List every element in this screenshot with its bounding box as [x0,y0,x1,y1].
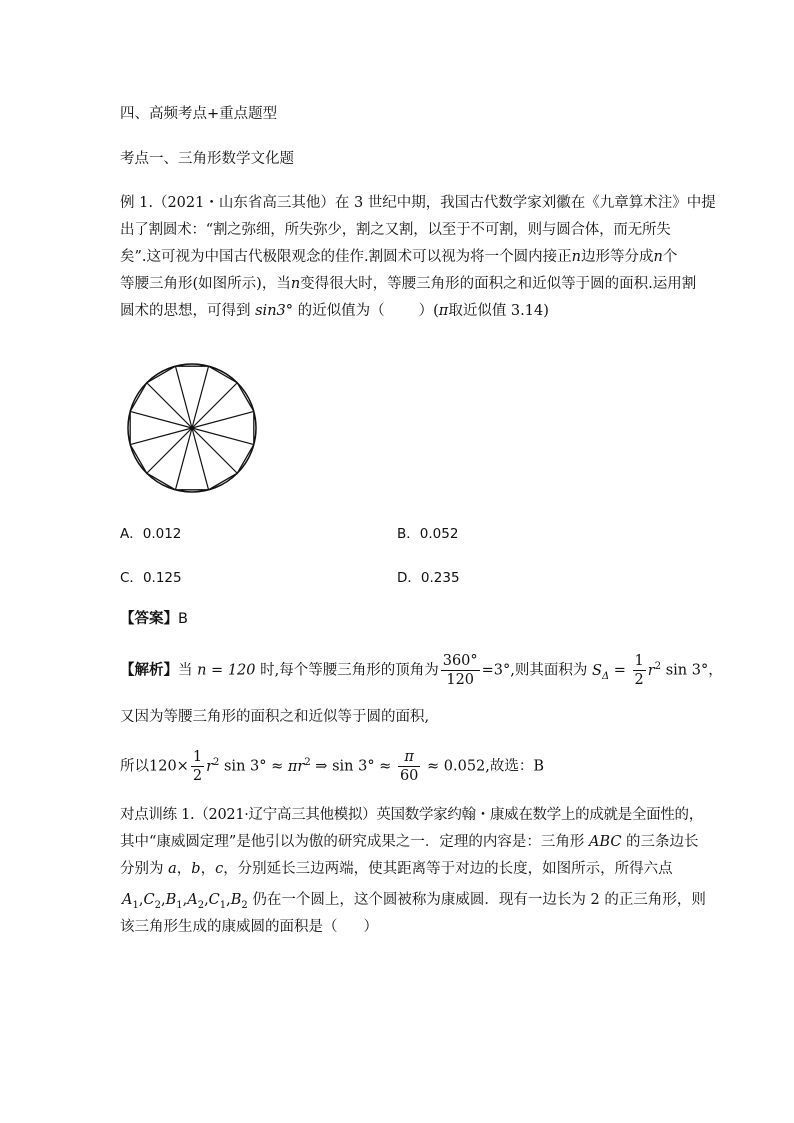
practice-text-4b: 仍在一个圆上，这个圆被称为康威圆．现有一边长为 2 的正三角形，则 [252,892,706,908]
practice-text-5-end: ） [363,919,378,935]
example-text-3c: 个 [662,249,678,265]
fraction-half [633,652,646,689]
r-squared-2: $r^2$ [206,756,220,775]
sin-3-text: sin 3°， [661,662,723,679]
practice-line-4 [120,887,706,914]
equals-sign: = [609,662,631,679]
spoke-line-6 [192,428,209,490]
fraction-half-2-den: 2 [192,768,203,784]
r-squared: $r^2$ [647,660,662,679]
choice-c-letter: C． [120,570,143,586]
fraction-360-den: 120 [446,672,475,688]
analysis-t1: 当 [178,662,193,679]
spoke-line-12 [175,366,192,428]
choice-b [397,522,458,542]
n-equation: n = 120 [197,662,256,679]
spoke-line-8 [147,428,192,473]
fraction-pi-60 [398,748,420,785]
fraction-360-num: 360° [442,653,478,669]
fraction-half-num: 1 [634,653,644,669]
example-line-2: 出了割圆术：“割之弥细，所失弥少，割之又割，以至于不可割，则与圆合体，而无所失 [120,222,671,238]
pi-r-squared: $\pi r^2$ [287,756,311,775]
choice-c [120,566,182,586]
example-source: （2021・山东省高三其他） [152,195,335,211]
analysis-l3-b: sin 3° ≈ [219,758,288,775]
analysis-t3: =3°,则其面积为 [481,662,588,679]
six-points: $A_1,C_2,B_1,A_2,C_1,B_2$ [122,892,248,911]
analysis-l3-120: 120× [149,758,189,775]
example-text-5a: 圆术的思想，可得到 [120,303,251,319]
fraction-pi-den: 60 [399,768,419,784]
example-text-5d: 取近似值 3.14) [448,303,549,319]
practice-text-2a: 其中“康威圆定理”是他引以为傲的研究成果之一．定理的内容是：三角形 [120,834,585,850]
practice-line-2 [120,829,699,856]
practice-text-2b: 的三条边长 [626,834,699,850]
var-n-2: n [653,249,663,265]
fraction-360-120 [441,652,480,689]
example-text-1: 在 3 世纪中期，我国古代数学家刘徽在《九章算术注》中提 [334,195,716,211]
practice-line-5 [120,914,680,941]
choice-a [120,522,181,542]
analysis-label: 【解析】 [120,661,178,679]
side-a: a [168,861,177,877]
practice-problem [120,802,706,941]
spoke-line-7 [175,428,192,490]
example-text-4b: 变得很大时，等腰三角形的面积之和近似等于圆的面积.运用割 [300,276,697,292]
sin3-expression: sin3° [255,303,294,319]
sep-1: ， [176,861,192,877]
practice-text-3b: ，分别延长三边两端，使其距离等于对边的长度，如图所示，所得六点 [223,861,673,877]
practice-text-5: 该三角形生成的康威圆的面积是（ [120,919,338,935]
analysis-line-1 [120,652,723,689]
choice-d-letter: D． [397,570,421,586]
fraction-half-2-num: 1 [192,749,203,765]
practice-line-1: 对点训练 1.（2021·辽宁高三其他模拟）英国数学家约翰・康威在数学上的成就是全面性的， [120,807,703,823]
choice-a-value: 0.012 [142,526,182,542]
spoke-line-5 [192,428,237,473]
example-problem [120,190,716,325]
analysis-line-3 [120,748,544,785]
analysis-l3-e: ,故选：B [485,758,545,775]
var-n-1: n [571,249,581,265]
side-b: b [191,861,201,877]
example-label: 例 1. [120,195,153,211]
analysis-t2: 时,每个等腰三角形的顶角为 [260,662,439,679]
spoke-line-2 [192,383,237,428]
choice-c-value: 0.125 [142,570,182,586]
spoke-line-1 [192,366,209,428]
choice-a-letter: A． [120,526,143,542]
sep-2: ， [200,861,216,877]
spoke-line-11 [147,383,192,428]
pi-symbol: π [438,303,449,319]
analysis-l3-a: 所以 [120,758,149,775]
example-text-3a: 矣”.这可视为中国古代极限观念的佳作.割圆术可以视为将一个圆内接正 [120,249,572,265]
answer-value: B [178,611,188,627]
example-text-5b: 的近似值为（ [297,303,385,319]
spoke-line-10 [130,411,192,428]
practice-line-3 [120,856,680,883]
triangle-abc: ABC [588,834,622,850]
spoke-line-9 [130,428,192,445]
fraction-pi-num: π [398,748,420,767]
var-n-3: n [290,276,301,292]
spoke-line-4 [192,428,254,445]
analysis-l3-d: ≈ 0.052 [422,758,486,775]
example-line-1 [120,190,716,217]
choice-b-letter: B． [397,526,420,542]
analysis-l3-c: ⇒ sin 3° ≈ [310,758,396,775]
example-text-4a: 等腰三角形(如图所示)，当 [120,276,291,292]
spoke-line-3 [192,411,254,428]
fraction-half-den: 2 [634,672,644,688]
analysis-line-2: 又因为等腰三角形的面积之和近似等于圆的面积, [120,709,430,725]
fraction-half-2 [191,748,204,785]
side-c: c [215,861,224,877]
answer-line [120,606,680,633]
example-text-5c: ）( [418,303,439,319]
area-symbol: $S_\Delta$ [592,662,610,682]
example-line-5 [120,298,680,325]
topic-title: 考点一、三角形数学文化题 [120,151,294,167]
choice-d-value: 0.235 [420,570,460,586]
answer-label: 【答案】 [120,611,178,627]
example-line-3 [120,244,680,271]
practice-text-3a: 分别为 [120,861,164,877]
example-line-4 [120,271,697,298]
choice-b-value: 0.052 [419,526,459,542]
inscribed-dodecagon-figure [124,360,260,496]
choice-d [397,566,460,586]
example-text-3b: 边形等分成 [580,249,654,265]
section-title: 四、高频考点+重点题型 [120,106,278,122]
